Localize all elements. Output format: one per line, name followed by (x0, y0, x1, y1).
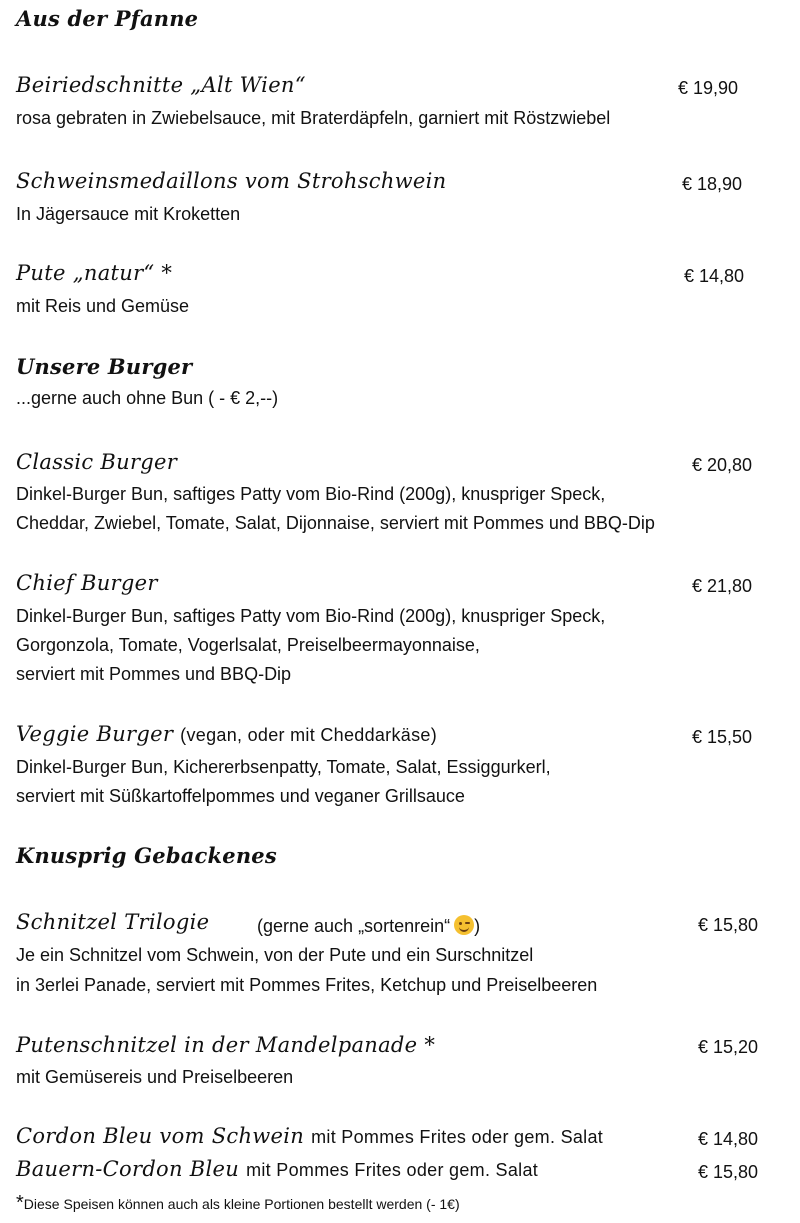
dish-price-beiriedschnitte: € 19,90 (678, 78, 739, 98)
dish-name-pute-natur: Pute „natur“ * (16, 261, 173, 285)
dish-name-chief-burger: Chief Burger (16, 571, 158, 595)
footnote-star: * (16, 1192, 24, 1214)
dish-desc-classic-burger-2: Cheddar, Zwiebel, Tomate, Salat, Dijonnaise, serviert mit Pommes und BBQ-Dip (16, 513, 655, 533)
dish-desc-schnitzel-trilogie-1: Je ein Schnitzel vom Schwein, von der Pute und ein Surschnitzel (16, 945, 534, 965)
burger-note: ...gerne auch ohne Bun ( - € 2,--) (16, 388, 279, 408)
dish-desc-beiriedschnitte: rosa gebraten in Zwiebelsauce, mit Braterdäpfeln, garniert mit Röstzwiebel (16, 108, 611, 128)
dish-price-schnitzel-trilogie: € 15,80 (698, 915, 759, 935)
dish-name-schnitzel-trilogie: Schnitzel Trilogie (16, 910, 210, 934)
dish-name-putenschnitzel: Putenschnitzel in der Mandelpanade * (16, 1033, 436, 1057)
footnote-text: Diese Speisen können auch als kleine Portionen bestellt werden (- 1€) (23, 1196, 460, 1212)
dish-price-schweinsmedaillons: € 18,90 (682, 174, 743, 194)
section-title-pfanne: Aus der Pfanne (16, 6, 199, 31)
footnote (16, 1192, 460, 1215)
dish-price-bauern-cordon-bleu: € 15,80 (698, 1162, 759, 1182)
dish-name-veggie-burger: Veggie Burger (16, 722, 174, 746)
section-title-gebackenes: Knusprig Gebackenes (16, 843, 277, 868)
dish-desc-chief-burger-3: serviert mit Pommes und BBQ-Dip (16, 664, 292, 684)
dish-cordon-bleu (16, 1124, 603, 1148)
dish-desc-veggie-burger-2: serviert mit Süßkartoffelpommes und veganer Grillsauce (16, 786, 465, 806)
dish-name-bauern-cordon-bleu: Bauern-Cordon Bleu (16, 1157, 240, 1181)
winking-face-icon (454, 915, 474, 935)
dish-name-classic-burger: Classic Burger (16, 450, 178, 474)
dish-price-putenschnitzel: € 15,20 (698, 1037, 759, 1057)
dish-desc-schnitzel-trilogie-2: in 3erlei Panade, serviert mit Pommes Frites, Ketchup und Preiselbeeren (16, 975, 598, 995)
dish-desc-putenschnitzel: mit Gemüsereis und Preiselbeeren (16, 1067, 294, 1087)
dish-desc-schweinsmedaillons: In Jägersauce mit Kroketten (16, 204, 241, 224)
dish-price-veggie-burger: € 15,50 (692, 727, 753, 747)
dish-price-chief-burger: € 21,80 (692, 576, 753, 596)
dish-name-schweinsmedaillons: Schweinsmedaillons vom Strohschwein (16, 169, 447, 193)
dish-desc-pute-natur: mit Reis und Gemüse (16, 296, 190, 316)
dish-price-pute-natur: € 14,80 (684, 266, 745, 286)
dish-note-schnitzel-trilogie-close: ) (474, 916, 481, 936)
dish-price-classic-burger: € 20,80 (692, 455, 753, 475)
dish-note-veggie-burger: (vegan, oder mit Cheddarkäse) (180, 725, 437, 745)
dish-veggie-burger (16, 722, 437, 746)
dish-name-beiriedschnitte: Beiriedschnitte „Alt Wien“ (16, 73, 306, 97)
section-title-burger: Unsere Burger (16, 354, 193, 379)
dish-desc-chief-burger-2: Gorgonzola, Tomate, Vogerlsalat, Preiselbeermayonnaise, (16, 635, 480, 655)
dish-note-schnitzel-trilogie-text: (gerne auch „sortenrein“ (257, 916, 451, 936)
dish-note-schnitzel-trilogie (257, 915, 480, 937)
dish-name-cordon-bleu: Cordon Bleu vom Schwein (16, 1124, 305, 1148)
dish-desc-veggie-burger-1: Dinkel-Burger Bun, Kichererbsenpatty, Tomate, Salat, Essiggurkerl, (16, 757, 551, 777)
dish-desc-chief-burger-1: Dinkel-Burger Bun, saftiges Patty vom Bio-Rind (200g), knuspriger Speck, (16, 606, 606, 626)
dish-desc-classic-burger-1: Dinkel-Burger Bun, saftiges Patty vom Bio-Rind (200g), knuspriger Speck, (16, 484, 606, 504)
dish-bauern-cordon-bleu (16, 1157, 538, 1181)
dish-note-cordon-bleu: mit Pommes Frites oder gem. Salat (311, 1127, 604, 1147)
wink-eye (465, 922, 470, 924)
dish-price-cordon-bleu: € 14,80 (698, 1129, 759, 1149)
dish-note-bauern-cordon-bleu: mit Pommes Frites oder gem. Salat (246, 1160, 539, 1180)
